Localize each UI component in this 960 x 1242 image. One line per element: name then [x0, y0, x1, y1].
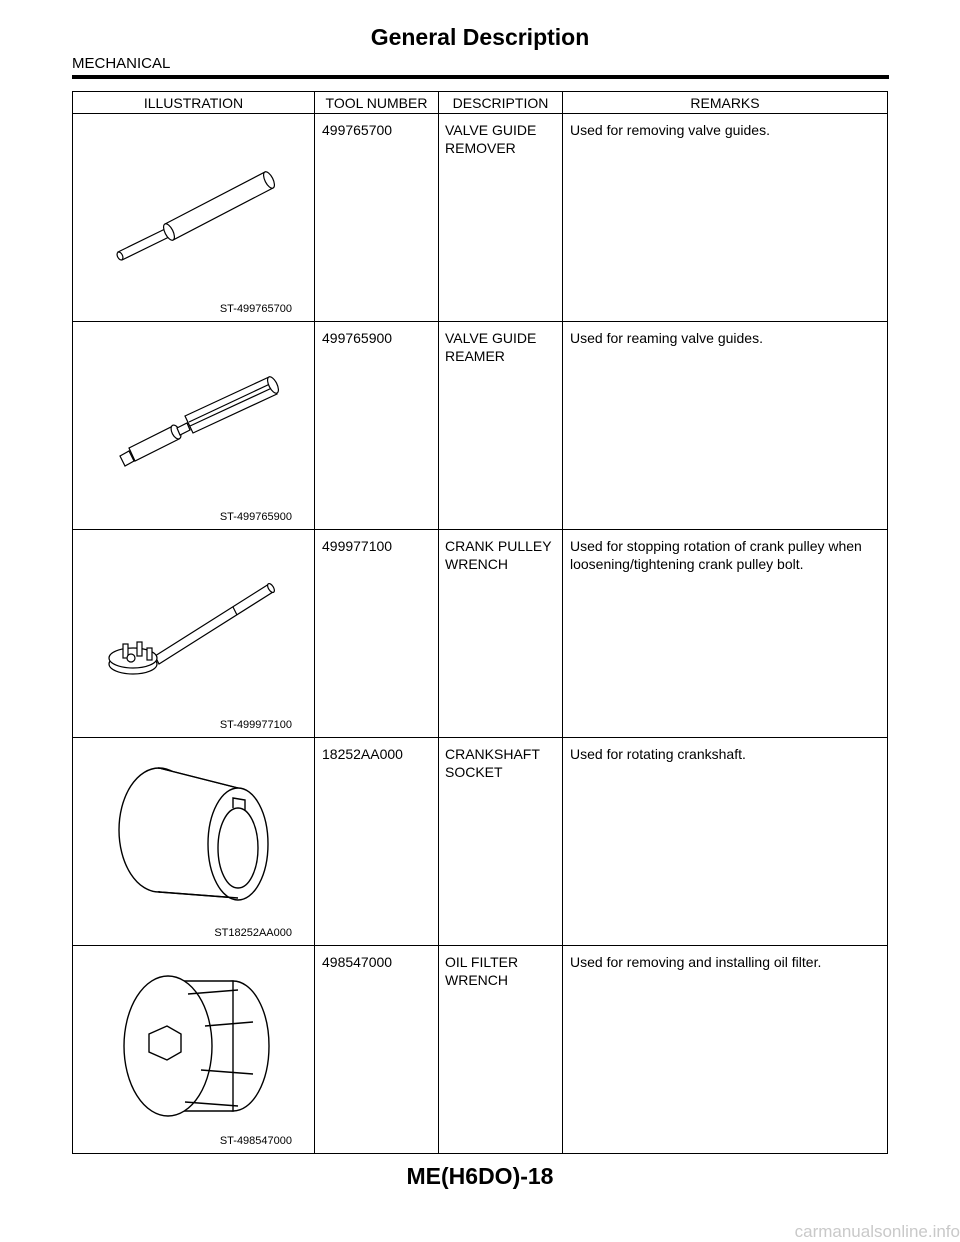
- tool-number: 498547000: [322, 954, 393, 970]
- page-title: General Description: [370, 24, 590, 50]
- crankshaft-socket-icon: [73, 738, 315, 923]
- table-row: [73, 738, 888, 946]
- crank-pulley-wrench-icon: [73, 530, 315, 715]
- header-rule: [72, 75, 889, 79]
- section-label: MECHANICAL: [72, 55, 171, 72]
- page-footer: ME(H6DO)-18: [406, 1163, 554, 1189]
- illustration-cell: [73, 114, 315, 322]
- header-tool-number: TOOL NUMBER: [315, 92, 439, 114]
- header-remarks: REMARKS: [563, 92, 888, 114]
- header-illustration: ILLUSTRATION: [73, 92, 315, 114]
- illustration-cell: [73, 946, 315, 1154]
- illustration-cell: [73, 322, 315, 530]
- tool-description: VALVE GUIDE REMOVER: [445, 122, 537, 156]
- tool-number: 18252AA000: [322, 746, 403, 762]
- header-description: DESCRIPTION: [439, 92, 563, 114]
- oil-filter-wrench-icon: [73, 946, 315, 1131]
- illustration-caption: ST-498547000: [219, 1135, 292, 1147]
- illustration-caption: ST-499765700: [219, 303, 292, 315]
- tool-description: CRANKSHAFT SOCKET: [445, 746, 540, 780]
- table-row: [73, 946, 888, 1154]
- valve-guide-remover-icon: [73, 114, 315, 299]
- table-row: [73, 114, 888, 322]
- tool-remarks: Used for stopping rotation of crank pulley when loosening/tightening crank pulley bolt.: [570, 538, 862, 572]
- tool-number: 499765900: [322, 330, 393, 346]
- illustration-cell: [73, 738, 315, 946]
- illustration-caption: ST-499765900: [219, 511, 292, 523]
- illustration-caption: ST-499977100: [219, 719, 292, 731]
- illustration-cell: [73, 530, 315, 738]
- tool-description: OIL FILTER WRENCH: [445, 954, 519, 988]
- tool-remarks: Used for rotating crankshaft.: [570, 746, 746, 762]
- tool-number: 499765700: [322, 122, 393, 138]
- illustration-caption: ST18252AA000: [214, 927, 292, 939]
- tool-description: CRANK PULLEY WRENCH: [445, 538, 552, 572]
- table-row: [73, 322, 888, 530]
- tool-remarks: Used for reaming valve guides.: [570, 330, 763, 346]
- valve-guide-reamer-icon: [73, 322, 315, 507]
- tool-description: VALVE GUIDE REAMER: [445, 330, 537, 364]
- table-row: [73, 530, 888, 738]
- table-header-row: [73, 92, 888, 114]
- special-tools-table: [72, 91, 888, 1154]
- tool-remarks: Used for removing valve guides.: [570, 122, 770, 138]
- watermark[interactable]: carmanualsonline.info: [794, 1222, 960, 1241]
- tool-remarks: Used for removing and installing oil filter.: [570, 954, 822, 970]
- tool-number: 499977100: [322, 538, 393, 554]
